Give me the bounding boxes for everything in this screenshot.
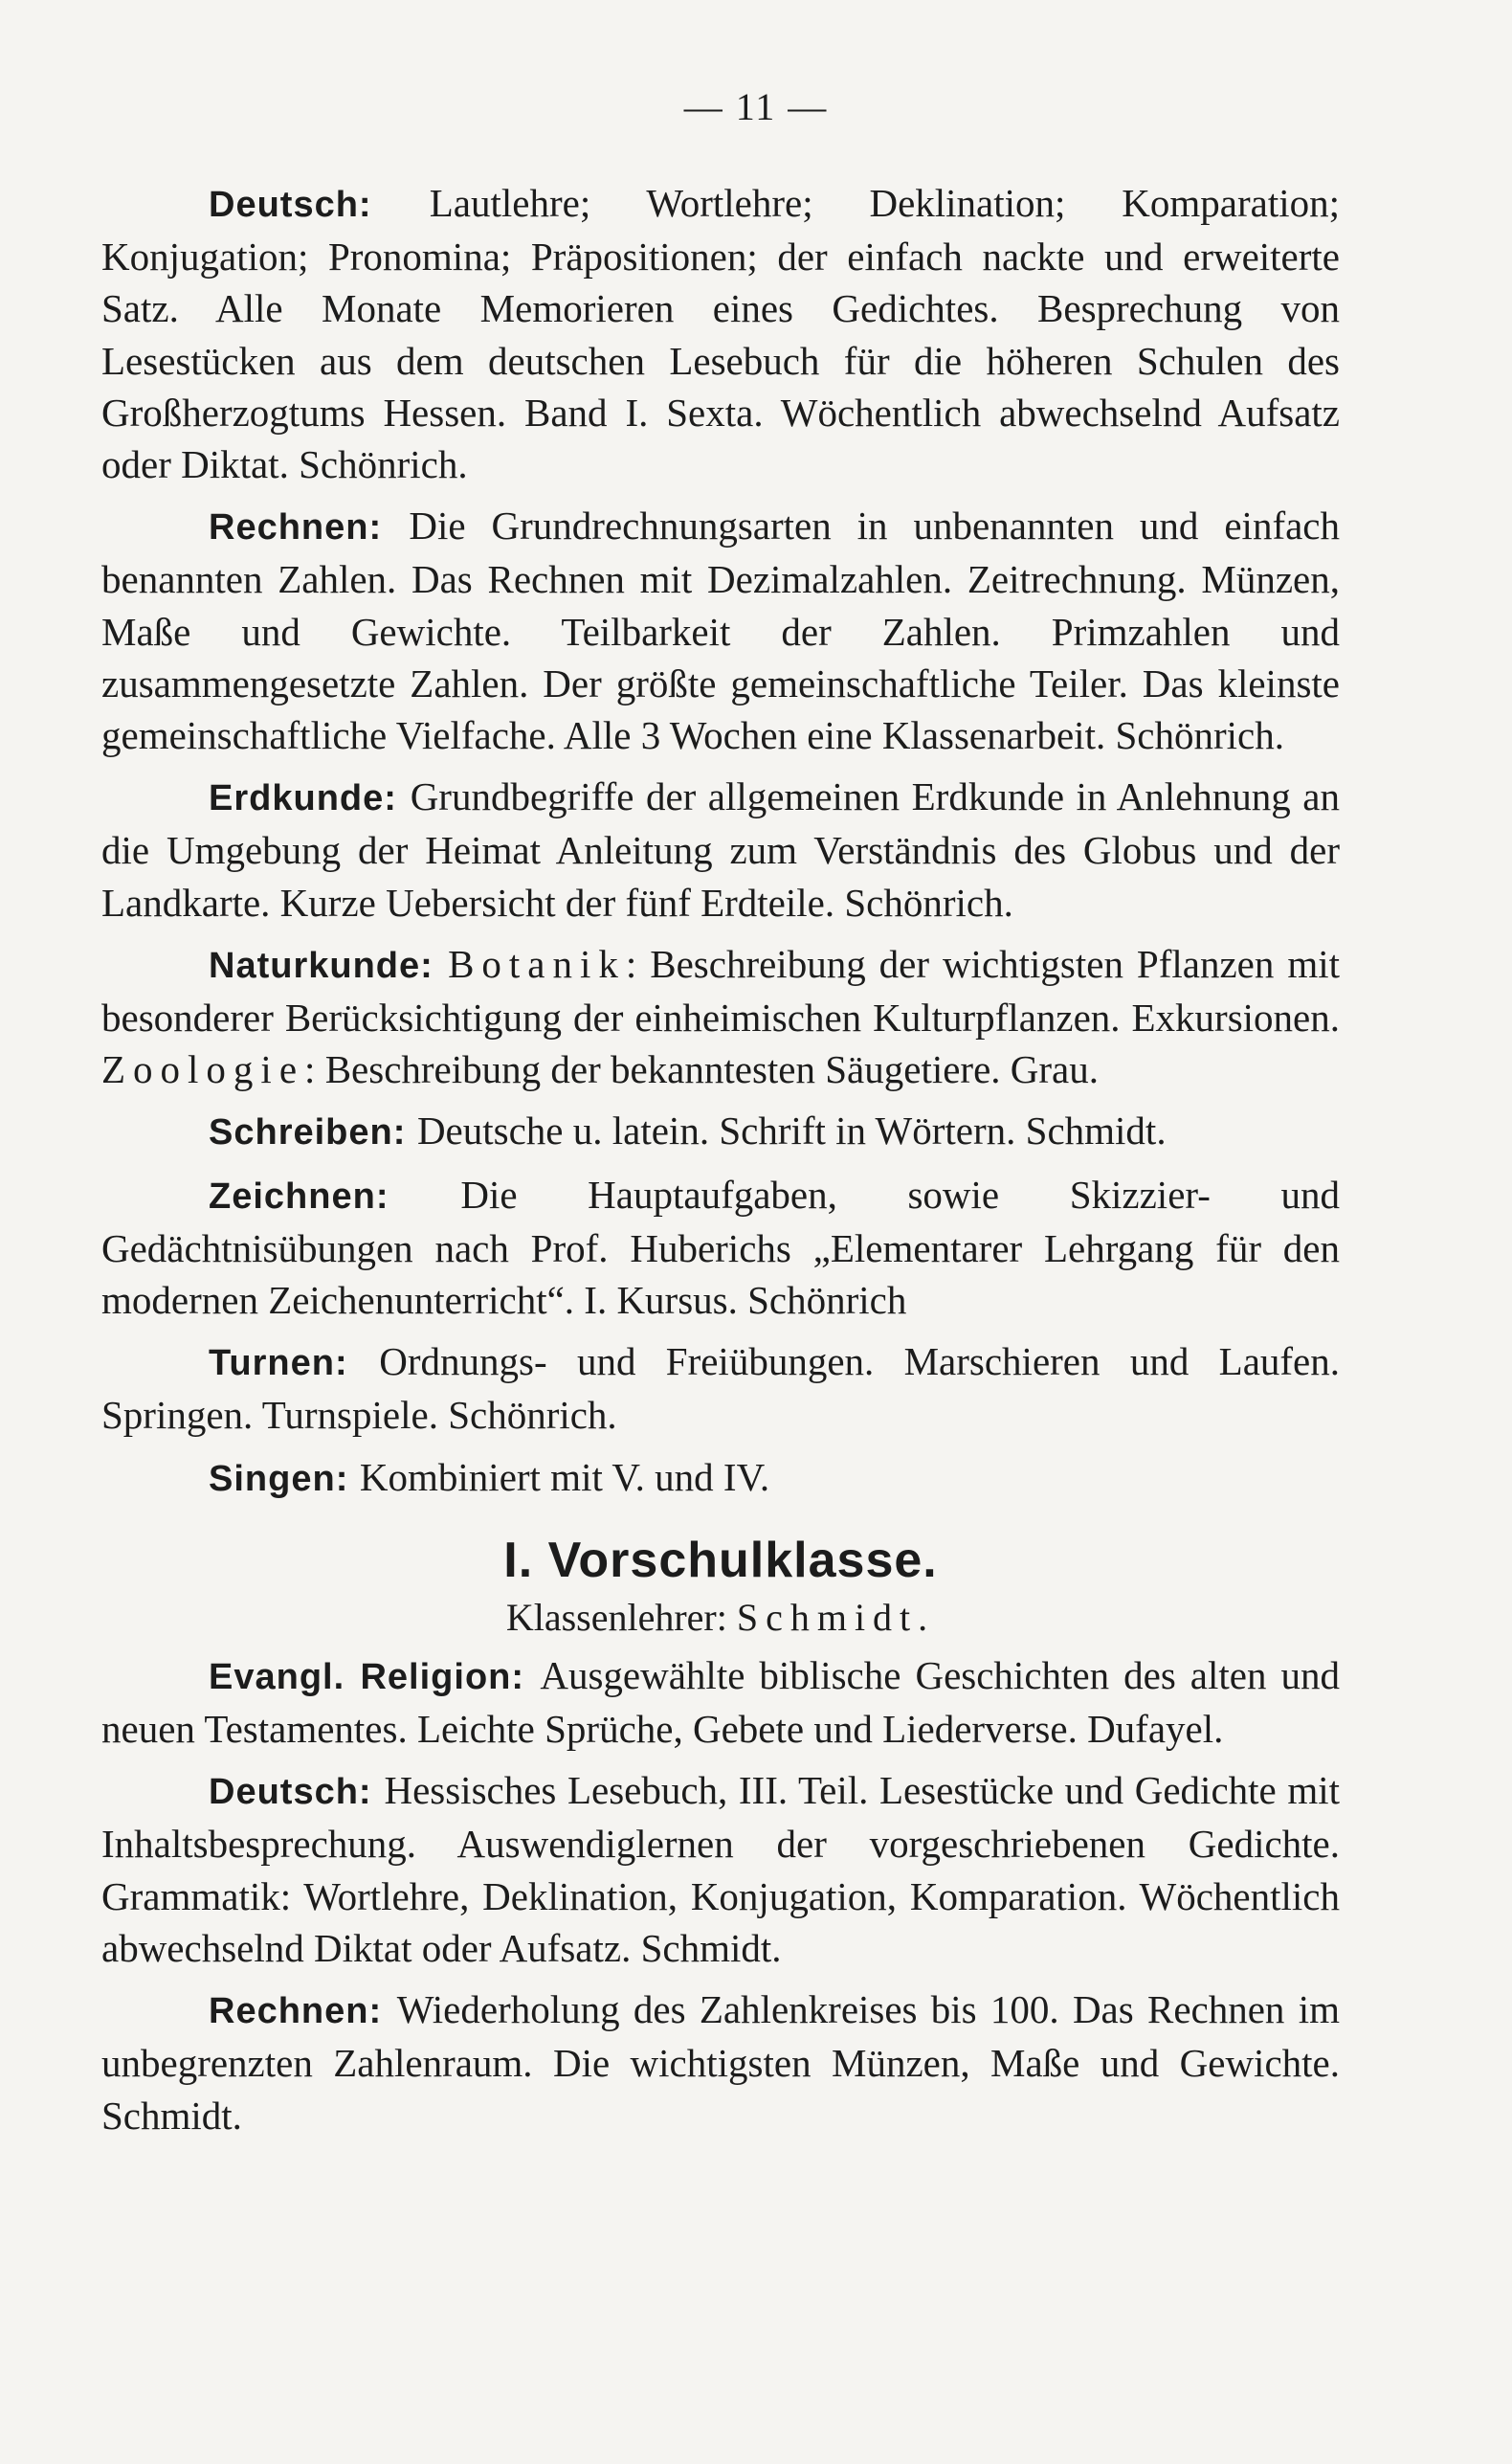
paragraph-deutsch: Deutsch: Lautlehre; Wortlehre; Deklination; Komparation; Konjugation; Pronomina; Präpositionen; der einfach nackte und erweiterte Satz. Alle Monate Memorieren eines Gedichtes. Besprechung von Lesestücken aus dem deutschen Lesebuch für die höheren Schulen des Großherzogtums Hessen. Band I. Sexta. Wöchentlich abwechselnd Aufsatz oder Diktat. Schönrich. [101,181,1341,487]
subject-label: Deutsch [209,185,359,225]
paragraph-text: Kombiniert mit V. und IV. [359,1454,770,1499]
paragraph-singen: Singen: Kombiniert mit V. und IV. [209,1454,770,1499]
section-heading: I. Vorschulklasse. [503,1532,938,1588]
subject-label: Evangl. Religion [209,1656,512,1697]
paragraph-rechnen: Rechnen: Die Grundrechnungsarten in unbenannten und einfach benannten Zahlen. Das Rechnen mit Dezimalzahlen. Zeitrechnung. Münzen, Maße und Gewichte. Teilbarkeit der Zahlen. Primzahlen und zusammengesetzte Zahlen. Der größte gemeinschaftliche Teiler. Das kleinste gemeinschaftliche Vielfache. Alle 3 Wochen eine Klassenarbeit. Schönrich. [101,504,1340,758]
class-teacher-line [101,1595,1340,1640]
paragraph-deutsch-vorschule: Deutsch: Hessisches Lesebuch, III. Teil. Lesestücke und Gedichte mit Inhaltsbesprechung. Auswendiglernen der vorgeschriebenen Gedichte. Grammatik: Wortlehre, Deklination, Konjugation, Komparation. Wöchentlich abwechselnd Diktat oder Aufsatz. Schmidt. [101,1768,1340,1970]
paragraph-naturkunde: Naturkunde: Botanik: Beschreibung der wichtigsten Pflanzen mit besonderer Berücksichtigung der einheimischen Kulturpflanzen. Exkursionen. Zoologie: Beschreibung der bekanntesten Säugetiere. Grau. [101,941,1340,1092]
paragraph-text: Wiederholung des Zahlenkreises bis 100. Das Rechnen im unbegrenzten Zahlenraum. Die wichtigsten Münzen, Maße und Gewichte. Schmidt. [101,1987,1340,2138]
page-number: — 11 — [683,85,829,128]
subject-label: Naturkunde [209,945,421,986]
subject-label: Rechnen [209,507,369,549]
subject-label: Zeichnen [209,1176,376,1217]
subheading-botanik: Botanik [448,941,626,986]
paragraph-text: Grundbegriffe der allgemeinen Erdkunde in Anlehnung an die Umgebung der Heimat Anleitung zum Verständnis des Globus und der Landkarte. Kurze Uebersicht der fünf Erdteile. Schönrich. [101,774,1340,925]
paragraph-text: Deutsche u. latein. Schrift in Wörtern. Schmidt. [416,1109,1167,1154]
subject-label: Singen [209,1458,336,1499]
subheading-zoologie: Zoologie [101,1047,305,1092]
paragraph-zeichnen: Zeichnen: Die Hauptaufgaben, sowie Skizzier- und Gedächtnisübungen nach Prof. Huberichs „Elementarer Lehrgang für den modernen Zeichenunterricht“. I. Kursus. Schönrich [101,1172,1340,1323]
paragraph-text: Die Hauptaufgaben, sowie Skizzier- und Gedächtnisübungen nach Prof. Huberichs „Elementarer Lehrgang für den modernen Zeichenunterricht“. I. Kursus. Schönrich [101,1172,1340,1323]
paragraph-text: Beschreibung der wichtigsten Pflanzen mit besonderer Berücksichtigung der einheimischen Kulturpflanzen. Exkursionen. [101,941,1340,1041]
paragraph-text: Ordnungs- und Freiübungen. Marschieren und Laufen. Springen. Turnspiele. Schönrich. [101,1339,1340,1438]
subject-label: Erdkunde [209,778,385,819]
teacher-name: Schmidt. [736,1595,936,1639]
subject-label: Deutsch [209,1772,359,1813]
paragraph-schreiben: Schreiben: Deutsche u. latein. Schrift in Wörtern. Schmidt. [209,1109,1167,1154]
paragraph-religion: Evangl. Religion: Ausgewählte biblische Geschichten des alten und neuen Testamentes. Leichte Sprüche, Gebete und Liederverse. Dufayel. [101,1652,1340,1752]
paragraph-text: Die Grundrechnungsarten in unbenannten und einfach benannten Zahlen. Das Rechnen mit Dezimalzahlen. Zeitrechnung. Münzen, Maße und Gewichte. Teilbarkeit der Zahlen. Primzahlen und zusammengesetzte Zahlen. Der größte gemeinschaftliche Teiler. Das kleinste gemeinschaftliche Vielfache. Alle 3 Wochen eine Klassenarbeit. Schönrich. [101,504,1340,758]
teacher-label: Klassenlehrer: [505,1595,727,1639]
paragraph-turnen: Turnen: Ordnungs- und Freiübungen. Marschieren und Laufen. Springen. Turnspiele. Schönrich. [101,1339,1340,1438]
paragraph-text: Lautlehre; Wortlehre; Deklination; Komparation; Konjugation; Pronomina; Präpositionen; der einfach nackte und erweiterte Satz. Alle Monate Memorieren eines Gedichtes. Besprechung von Lesestücken aus dem deutschen Lesebuch für die höheren Schulen des Großherzogtums Hessen. Band I. Sexta. Wöchentlich abwechselnd Aufsatz oder Diktat. Schönrich. [101,181,1341,487]
paragraph-text: Ausgewählte biblische Geschichten des alten und neuen Testamentes. Leichte Sprüche, Gebete und Liederverse. Dufayel. [101,1652,1340,1752]
paragraph-erdkunde: Erdkunde: Grundbegriffe der allgemeinen Erdkunde in Anlehnung an die Umgebung der Heimat Anleitung zum Verständnis des Globus und der Landkarte. Kurze Uebersicht der fünf Erdteile. Schönrich. [101,774,1340,925]
subject-label: Rechnen [209,1991,369,2032]
paragraph-text: Hessisches Lesebuch, III. Teil. Lesestücke und Gedichte mit Inhaltsbesprechung. Auswendiglernen der vorgeschriebenen Gedichte. Grammatik: Wortlehre, Deklination, Konjugation, Komparation. Wöchentlich abwechselnd Diktat oder Aufsatz. Schmidt. [101,1768,1340,1970]
subject-label: Schreiben [209,1112,393,1154]
paragraph-text: Beschreibung der bekanntesten Säugetiere. Grau. [324,1047,1099,1092]
subject-label: Turnen [209,1343,335,1384]
paragraph-rechnen-vorschule: Rechnen: Wiederholung des Zahlenkreises bis 100. Das Rechnen im unbegrenzten Zahlenraum. Die wichtigsten Münzen, Maße und Gewichte. Schmidt. [101,1987,1340,2138]
